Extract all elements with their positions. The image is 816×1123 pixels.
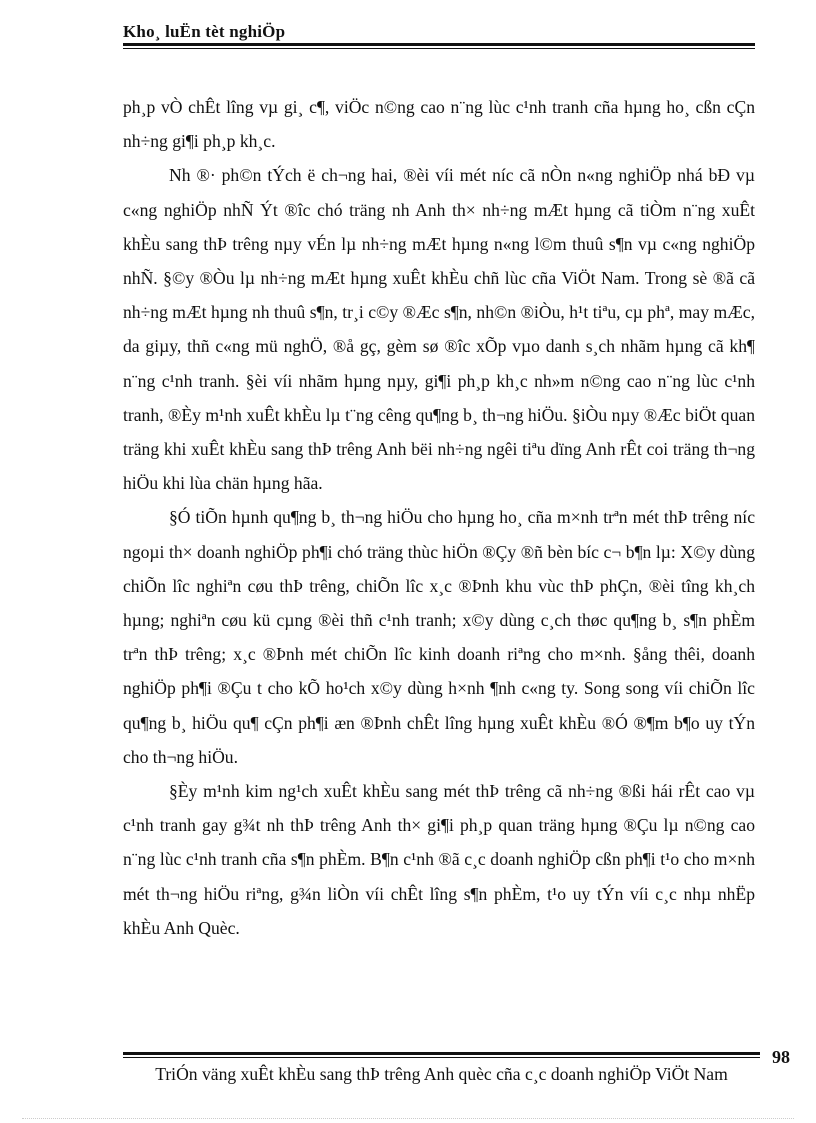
page-number: 98: [772, 1047, 790, 1067]
body-text: [123, 90, 755, 945]
paragraph: §Ó tiÕn hµnh qu¶ng b¸ th¬ng hiÖu cho hµng ho¸ cña m×nh trªn mét thÞ trêng níc ngoµi th× doanh nghiÖp ph¶i chó träng thùc hiÖn ®Çy ®ñ bèn bíc c¬ b¶n lµ: X©y dùng chiÕn lîc nghiªn cøu thÞ trêng, chiÕn lîc x¸c ®Þnh khu vùc thÞ phÇn, ®èi tîng kh¸ch hµng; nghiªn cøu kü cµng ®èi thñ c¹nh tranh; x©y dùng c¸ch thøc qu¶ng b¸ s¶n phÈm trªn thÞ trêng; x¸c ®Þnh mét chiÕn lîc kinh doanh riªng cho m×nh. §ång thêi, doanh nghiÖp ph¶i ®Çu t cho kÕ ho¹ch x©y dùng h×nh ¶nh c«ng ty. Song song víi chiÕn lîc qu¶ng b¸ hiÖu qu¶ cÇn ph¶i æn ®Þnh chÊt lîng hµng xuÊt khÈu ®Ó ®¶m b¶o uy tÝn cho th¬ng hiÖu.: [123, 507, 755, 767]
footer-title: TriÓn väng xuÊt khÈu sang thÞ trêng Anh quèc cña c¸c doanh nghiÖp ViÖt Nam: [155, 1064, 728, 1084]
header-title: Kho¸ luËn tèt nghiÖp: [123, 22, 286, 41]
paragraph: Nh ®· ph©n tÝch ë ch¬ng hai, ®èi víi mét níc cã nÒn n«ng nghiÖp nhá bÐ vµ c«ng nghiÖp nhÑ Ýt ®îc chó träng nh Anh th× nh÷ng mÆt hµng cã tiÒm n¨ng xuÊt khÈu sang thÞ trêng nµy vÉn lµ nh÷ng mÆt hµng n«ng l©m thuû s¶n vµ c«ng nghiÖp nhÑ. §©y ®Òu lµ nh÷ng mÆt hµng xuÊt khÈu chñ lùc cña ViÖt Nam. Trong sè ®ã cã nh÷ng mÆt hµng nh thuû s¶n, tr¸i c©y ®Æc s¶n, nh©n ®iÒu, h¹t tiªu, cµ phª, may mÆc, da giµy, thñ c«ng mü nghÖ, ®å gç, gèm sø ®îc xÕp vµo danh s¸ch nhãm hµng cã kh¶ n¨ng c¹nh tranh. §èi víi nhãm hµng nµy, gi¶i ph¸p kh¸c nh»m n©ng cao n¨ng lùc c¹nh tranh, ®Èy m¹nh xuÊt khÈu lµ t¨ng cêng qu¶ng b¸ th¬ng hiÖu. §iÒu nµy ®Æc biÖt quan träng khi xuÊt khÈu sang thÞ trêng Anh bëi nh÷ng ngêi tiªu dïng Anh rÊt coi träng th¬ng hiÖu khi lùa chän hµng hãa.: [123, 165, 755, 494]
header-rule-thin: [123, 48, 755, 49]
paragraph-continuation: ph¸p vÒ chÊt lîng vµ gi¸ c¶, viÖc n©ng cao n¨ng lùc c¹nh tranh cña hµng ho¸ cßn cÇn nh÷ng gi¶i ph¸p kh¸c.: [123, 97, 755, 152]
footer-rule-thin: [123, 1057, 760, 1058]
page-edge-divider: [22, 1118, 794, 1119]
header-rule-thick: [123, 43, 755, 46]
footer-rule-thick: [123, 1052, 760, 1055]
paragraph: §Èy m¹nh kim ng¹ch xuÊt khÈu sang mét thÞ trêng cã nh÷ng ®ßi hái rÊt cao vµ c¹nh tranh gay g¾t nh thÞ trêng Anh th× gi¶i ph¸p quan träng hµng ®Çu lµ n©ng cao n¨ng lùc c¹nh tranh cña s¶n phÈm. B¶n c¹nh ®ã c¸c doanh nghiÖp cßn ph¶i t¹o cho m×nh mét th¬ng hiÖu riªng, g¾n liÒn víi chÊt lîng s¶n phÈm, t¹o uy tÝn víi c¸c nhµ nhËp khÈu Anh Quèc.: [123, 781, 755, 938]
